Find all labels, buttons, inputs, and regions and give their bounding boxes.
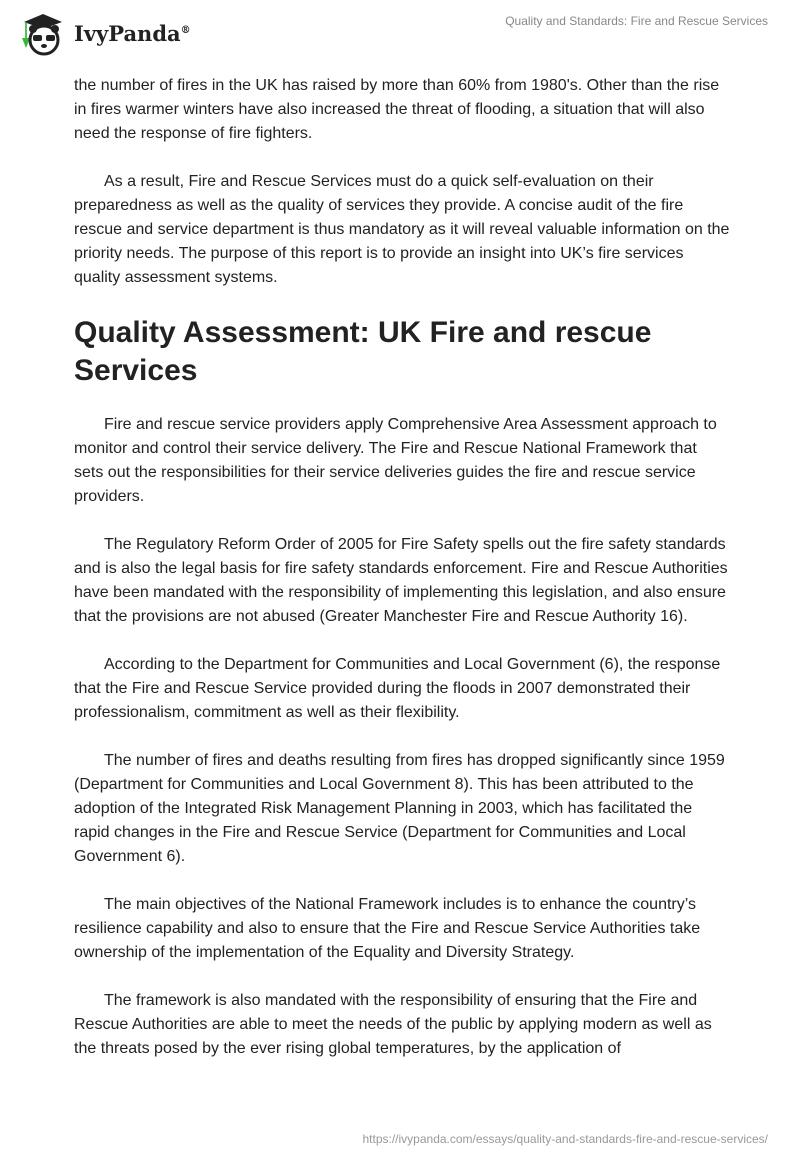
- section-heading: Quality Assessment: UK Fire and rescue Services: [74, 316, 652, 387]
- panda-graduate-icon: [18, 10, 68, 56]
- header-title: Quality and Standards: Fire and Rescue Services: [505, 14, 768, 28]
- paragraph: Fire and rescue service providers apply Comprehensive Area Assessment approach to monitor and control their service delivery. The Fire and Rescue National Framework that sets out the responsibilities for their service deliveries guides the fire and rescue service providers.: [74, 416, 717, 505]
- footer-url[interactable]: https://ivypanda.com/essays/quality-and-standards-fire-and-rescue-services/: [362, 1132, 768, 1146]
- logo-text: IvyPanda®: [74, 20, 191, 46]
- paragraph: The main objectives of the National Framework includes is to enhance the country’s resilience capability and also to ensure that the Fire and Rescue Service Authorities take ownership of the implementation of the Equality and Diversity Strategy.: [74, 896, 701, 961]
- ivypanda-logo[interactable]: [18, 10, 191, 56]
- essay-content: [74, 74, 730, 1085]
- paragraph: the number of fires in the UK has raised by more than 60% from 1980's. Other than the rise in fires warmer winters have also increased the threat of flooding, a situation that will also need the response of fire fighters.: [74, 77, 720, 142]
- paragraph: According to the Department for Communities and Local Government (6), the response that the Fire and Rescue Service provided during the floods in 2007 demonstrated their professionalism, commitment as well as their flexibility.: [74, 656, 721, 721]
- paragraph: The Regulatory Reform Order of 2005 for Fire Safety spells out the fire safety standards and is also the legal basis for fire safety standards enforcement. Fire and Rescue Authorities have been mandated with the responsibility of implementing this legislation, and also ensure that the provisions are not abused (Greater Manchester Fire and Rescue Authority 16).: [74, 536, 728, 625]
- paragraph: The framework is also mandated with the responsibility of ensuring that the Fire and Rescue Authorities are able to meet the needs of the public by applying modern as well as the threats posed by the ever rising global temperatures, by the application of: [74, 992, 712, 1057]
- paragraph: As a result, Fire and Rescue Services must do a quick self-evaluation on their preparedness as well as the quality of services they provide. A concise audit of the fire rescue and service department is thus mandatory as it will reveal valuable information on the priority needs. The purpose of this report is to provide an insight into UK’s fire services quality assessment systems.: [74, 173, 730, 286]
- paragraph: The number of fires and deaths resulting from fires has dropped significantly since 1959 (Department for Communities and Local Government 8). This has been attributed to the adoption of the Integrated Risk Management Planning in 2003, which has facilitated the rapid changes in the Fire and Rescue Service (Department for Communities and Local Government 6).: [74, 752, 725, 865]
